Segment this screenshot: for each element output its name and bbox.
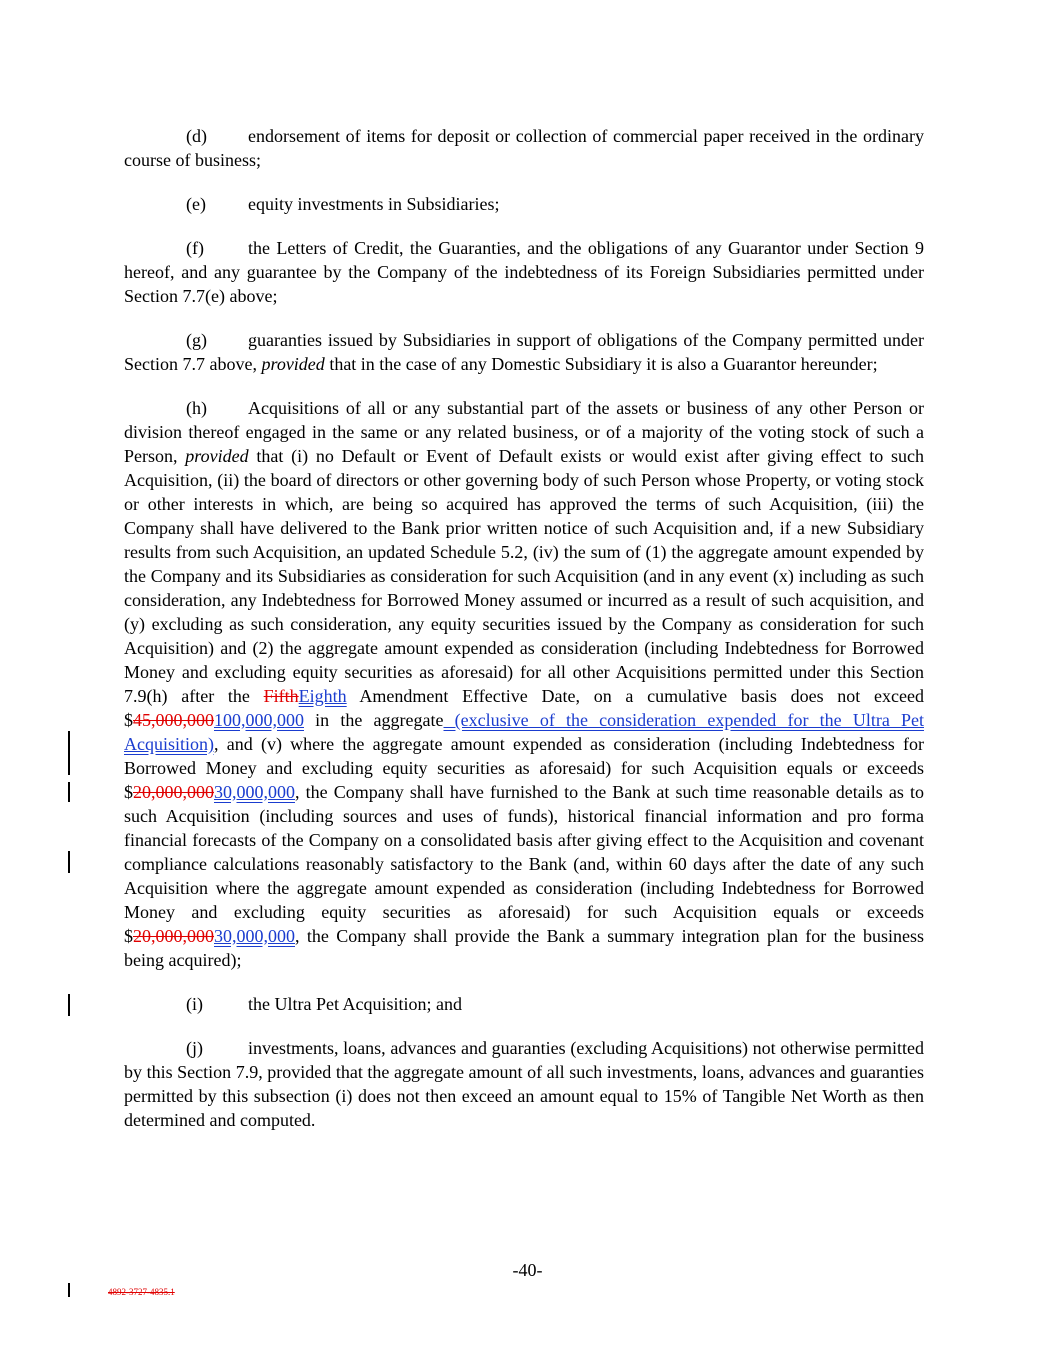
emphasis-provided: provided xyxy=(185,446,249,466)
paragraph-label: (f) xyxy=(186,238,204,258)
deleted-text: 20,000,000 xyxy=(133,926,214,946)
paragraph-text: , the Company shall have furnished to the Bank at such time reasonable details as to such Acquisition (including sources and uses of funds), historical financial information and pro forma financial forecasts of the Company on a consolidated basis after giving effect to the Acquisition and covenant compliance calculations reasonably satisfactory to the Bank (and, within 60 days after the date of any such Acquisition where the aggregate amount expended as consideration (including Indebtedness for Borrowed Money and excluding equity securities as aforesaid) for such Acquisition equals or exceeds $ xyxy=(124,782,924,946)
deleted-text: Fifth xyxy=(263,686,299,706)
paragraph-label: (d) xyxy=(186,126,207,146)
paragraph-e xyxy=(124,192,924,216)
change-bar xyxy=(68,782,70,802)
page-number: -40- xyxy=(512,1260,543,1280)
paragraph-g xyxy=(124,328,924,376)
paragraph-text: guaranties issued by Subsidiaries in support of obligations of the Company permitted under Section 7.7 above, xyxy=(124,330,924,374)
paragraph-label: (j) xyxy=(186,1038,203,1058)
footer-doc-id: 4892-3727-4835.1 xyxy=(108,1287,175,1297)
inserted-text: Eighth xyxy=(298,686,347,706)
paragraph-text: that in the case of any Domestic Subsidiary it is also a Guarantor hereunder; xyxy=(324,354,878,374)
paragraph-i xyxy=(124,992,924,1016)
paragraph-text: in the aggregate xyxy=(304,710,444,730)
paragraph-text: investments, loans, advances and guaranties (excluding Acquisitions) not otherwise permitted by this Section 7.9, provided that the aggregate amount of all such investments, loans, advances and guaranties permitted by this subsection (i) does not then exceed an amount equal to 15% of Tangible Net Worth as then determined and computed. xyxy=(124,1038,924,1130)
inserted-text: 100,000,000 xyxy=(214,710,304,730)
paragraph-text: Amendment Effective Date, on a cumulative basis does not exceed $ xyxy=(124,686,924,730)
inserted-text: (exclusive of the consideration expended for the Ultra Pet Acquisition) xyxy=(124,710,924,754)
paragraph-text: the Letters of Credit, the Guaranties, and the obligations of any Guarantor under Section 9 hereof, and any guarantee by the Company of the indebtedness of its Foreign Subsidiaries permitted under Section 7.7(e) above; xyxy=(124,238,924,306)
paragraph-text: the Ultra Pet Acquisition; and xyxy=(248,994,462,1014)
emphasis-provided: provided xyxy=(261,354,325,374)
inserted-text: 30,000,000 xyxy=(214,926,295,946)
change-bar xyxy=(68,994,70,1016)
deleted-text: 20,000,000 xyxy=(133,782,214,802)
change-bar xyxy=(68,1283,70,1297)
document-body xyxy=(124,124,924,1152)
paragraph-label: (g) xyxy=(186,330,207,350)
paragraph-text: endorsement of items for deposit or collection of commercial paper received in the ordinary course of business; xyxy=(124,126,924,170)
paragraph-j xyxy=(124,1036,924,1132)
inserted-text: 30,000,000 xyxy=(214,782,295,802)
change-bar xyxy=(68,731,70,775)
paragraph-text: , the Company shall provide the Bank a summary integration plan for the business being acquired); xyxy=(124,926,924,970)
paragraph-text: , and (v) where the aggregate amount expended as consideration (including Indebtedness for Borrowed Money and excluding equity securities as aforesaid) for such Acquisition equals or exceeds $ xyxy=(124,734,924,802)
paragraph-h xyxy=(124,396,924,972)
paragraph-label: (i) xyxy=(186,994,203,1014)
paragraph-label: (h) xyxy=(186,398,207,418)
change-bar xyxy=(68,851,70,873)
paragraph-text: Acquisitions of all or any substantial part of the assets or business of any other Person or division thereof engaged in the same or any related business, or of a majority of the voting stock of such a Person, xyxy=(124,398,924,466)
paragraph-text: that (i) no Default or Event of Default exists or would exist after giving effect to such Acquisition, (ii) the board of directors or other governing body of such Person whose Property, or voting stock or other interests in which, are being so acquired has approved the terms of such Acquisition, (iii) the Company shall have delivered to the Bank prior written notice of such Acquisition and, if a new Subsidiary results from such Acquisition, an updated Schedule 5.2, (iv) the sum of (1) the aggregate amount expended by the Company and its Subsidiaries as consideration for such Acquisition (and in any event (x) including as such consideration, any Indebtedness for Borrowed Money assumed or incurred as a result of such acquisition, and (y) excluding as such consideration, any equity securities issued by the Company as consideration for such Acquisition) and (2) the aggregate amount expended as consideration (including Indebtedness for Borrowed Money and excluding equity securities as aforesaid) for all other Acquisitions permitted under this Section 7.9(h) after the xyxy=(124,446,924,706)
paragraph-label: (e) xyxy=(186,194,206,214)
paragraph-d xyxy=(124,124,924,172)
paragraph-f xyxy=(124,236,924,308)
paragraph-text: equity investments in Subsidiaries; xyxy=(248,194,500,214)
deleted-text: 45,000,000 xyxy=(133,710,214,730)
